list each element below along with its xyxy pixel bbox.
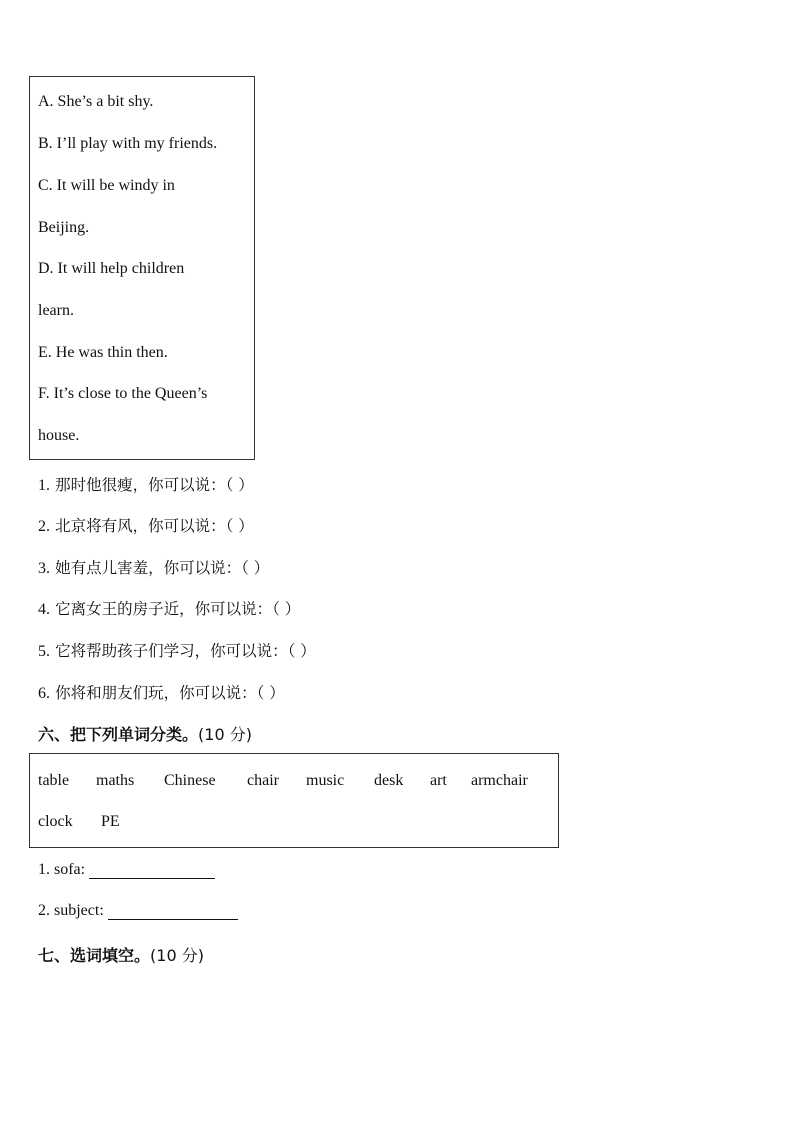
word-table: table	[38, 772, 70, 789]
category-label: 1. sofa:	[38, 861, 86, 878]
question-4	[38, 597, 300, 619]
word-desk: desk	[374, 772, 404, 789]
option-d: D. It will help children	[38, 260, 185, 277]
question-1	[38, 473, 254, 495]
category-subject	[38, 902, 238, 920]
question-number: 6.	[38, 685, 50, 702]
question-text: 你将和朋友们玩，你可以说：（ ）	[55, 684, 285, 702]
section-7-heading	[38, 943, 204, 966]
question-text: 它将帮助孩子们学习，你可以说：（ ）	[55, 642, 316, 660]
category-sofa	[38, 861, 215, 879]
question-text: 北京将有风，你可以说：（ ）	[55, 517, 254, 535]
question-number: 2.	[38, 518, 50, 535]
section-6-score: (10 分)	[198, 725, 252, 744]
word-bank-box	[29, 753, 559, 848]
option-f: F. It’s close to the Queen’s	[38, 385, 208, 402]
question-text: 那时他很瘦，你可以说：（ ）	[55, 476, 254, 494]
word-art: art	[430, 772, 447, 789]
word-pe: PE	[101, 813, 120, 830]
options-box	[29, 76, 255, 460]
question-number: 4.	[38, 601, 50, 618]
section-7-score: (10 分)	[150, 946, 204, 965]
answer-blank-subject[interactable]	[108, 903, 238, 920]
question-number: 3.	[38, 560, 50, 577]
question-text: 它离女王的房子近，你可以说：（ ）	[55, 600, 301, 618]
category-label: 2. subject:	[38, 902, 104, 919]
word-chair: chair	[247, 772, 279, 789]
question-2	[38, 514, 254, 536]
word-armchair: armchair	[471, 772, 528, 789]
option-e: E. He was thin then.	[38, 344, 168, 361]
question-number: 1.	[38, 477, 50, 494]
word-clock: clock	[38, 813, 73, 830]
option-c: C. It will be windy in	[38, 177, 175, 194]
section-7-title: 七、选词填空。	[38, 946, 151, 965]
word-chinese: Chinese	[164, 772, 216, 789]
question-number: 5.	[38, 643, 50, 660]
question-3	[38, 556, 269, 578]
question-text: 她有点儿害羞，你可以说：（ ）	[55, 559, 270, 577]
question-6	[38, 681, 285, 703]
question-5	[38, 639, 316, 661]
option-d-cont: learn.	[38, 302, 74, 319]
option-f-cont: house.	[38, 427, 80, 444]
option-b: B. I’ll play with my friends.	[38, 135, 218, 152]
word-music: music	[306, 772, 345, 789]
answer-blank-sofa[interactable]	[89, 862, 215, 879]
word-maths: maths	[96, 772, 135, 789]
section-6-heading	[38, 722, 252, 745]
section-6-title: 六、把下列单词分类。	[38, 725, 199, 744]
option-c-cont: Beijing.	[38, 219, 90, 236]
option-a: A. She’s a bit shy.	[38, 93, 154, 110]
